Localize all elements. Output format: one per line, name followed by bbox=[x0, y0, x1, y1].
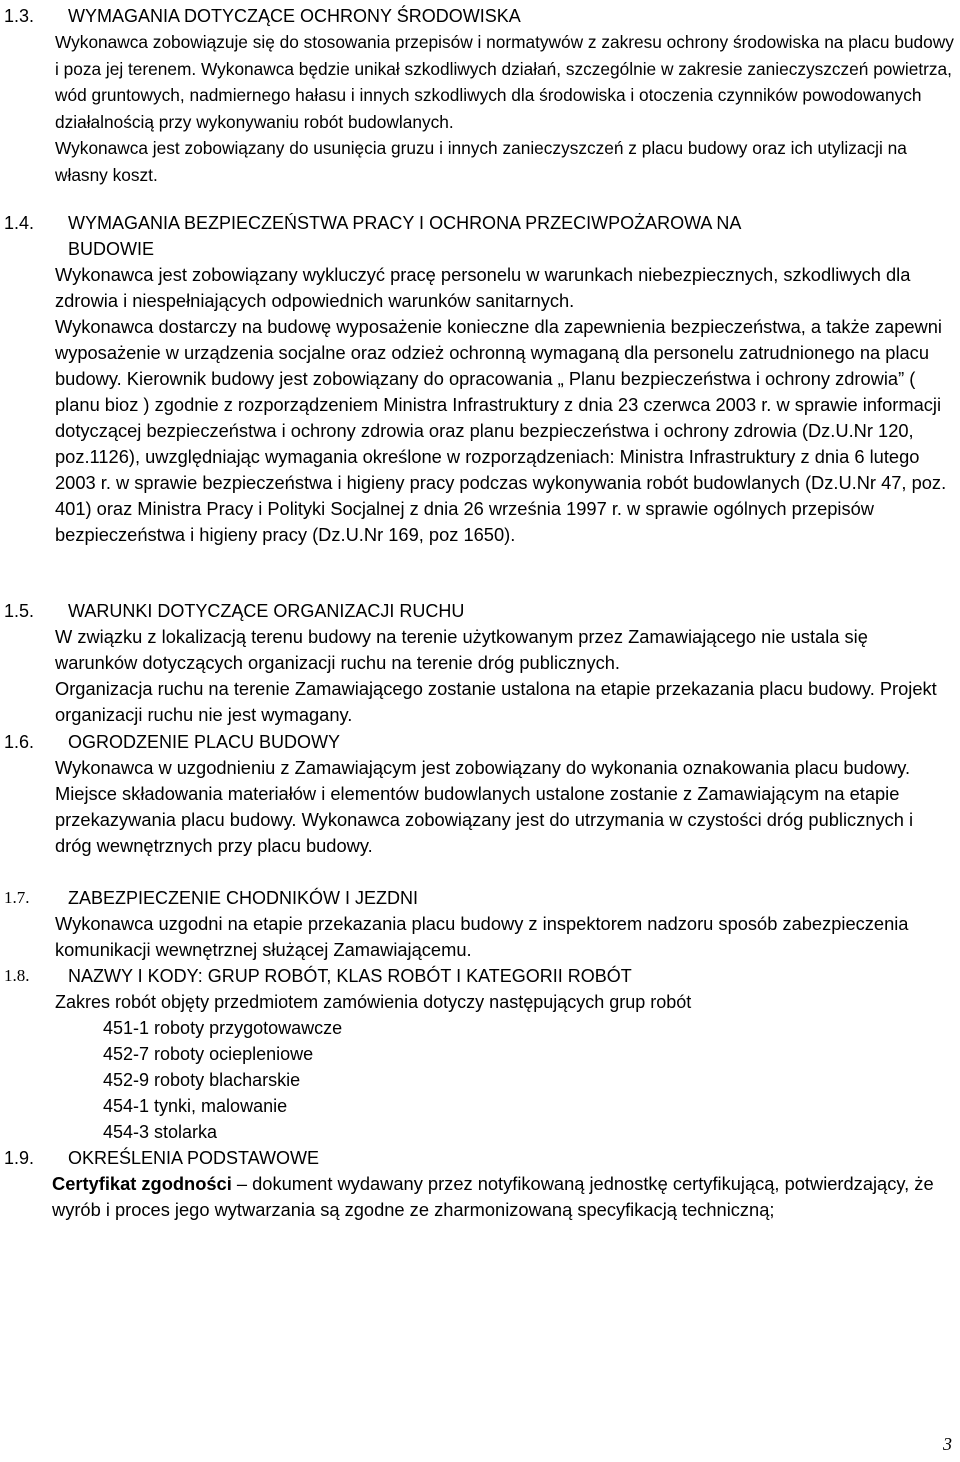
paragraph: Wykonawca zobowiązuje się do stosowania przepisów i normatywów z zakresu ochrony środowiska na placu budowy i poza jej terenem. Wykonawca będzie unikał szkodliwych działań, szczególnie w zakresie zanieczyszczeń powietrza, wód gruntowych, nadmiernego hałasu i innych szkodliwych dla środowiska i otoczenia czynników powodowanych działalnością przy wykonywaniu robót budowlanych. bbox=[55, 32, 954, 132]
section-title: OGRODZENIE PLACU BUDOWY bbox=[68, 732, 341, 752]
paragraph: Wykonawca jest zobowiązany wykluczyć pracę personelu w warunkach niebezpiecznych, szkodliwych dla zdrowia i niespełniających odpowiednich warunków sanitarnych. bbox=[55, 264, 911, 311]
list-item: 454-1 tynki, malowanie bbox=[103, 1096, 288, 1116]
list-item: 451-1 roboty przygotowawcze bbox=[103, 1018, 343, 1038]
section-1-3 bbox=[0, 3, 960, 188]
definition bbox=[52, 1171, 954, 1223]
work-group-list bbox=[0, 1015, 960, 1145]
section-1-9 bbox=[0, 1145, 960, 1223]
list-item: 452-9 roboty blacharskie bbox=[103, 1070, 301, 1090]
page-number: 3 bbox=[943, 1434, 952, 1454]
paragraph: Organizacja ruchu na terenie Zamawiającego zostanie ustalona na etapie przekazania placu budowy. Projekt organizacji ruchu nie jest wymagany. bbox=[55, 678, 937, 725]
section-body bbox=[0, 1171, 960, 1223]
definition-term: Certyfikat zgodności bbox=[52, 1173, 232, 1194]
section-heading bbox=[0, 3, 960, 29]
list-item: 452-7 roboty ociepleniowe bbox=[103, 1044, 314, 1064]
paragraph: Wykonawca dostarczy na budowę wyposażenie konieczne dla zapewnienia bezpieczeństwa, a także zapewni wyposażenie w urządzenia socjalne oraz odzież ochronną wymaganą dla personelu zatrudnionego na placu budowy. Kierownik budowy jest zobowiązany do opracowania „ Planu bezpieczeństwa i ochrony zdrowia” ( planu bioz ) zgodnie z rozporządzeniem Ministra Infrastruktury z dnia 23 czerwca 2003 r. w sprawie informacji dotyczącej bezpieczeństwa i ochrony zdrowia oraz planu bezpieczeństwa i ochrony zdrowia (Dz.U.Nr 120, poz.1126), uwzględniając wymagania określone w rozporządzeniach: Ministra Infrastruktury z dnia 6 lutego 2003 r. w sprawie bezpieczeństwa i higieny pracy podczas wykonywania robót budowlanych (Dz.U.Nr 47, poz. 401) oraz Ministra Pracy i Polityki Socjalnej z dnia 26 września 1997 r. w sprawie ogólnych przepisów bezpieczeństwa i higieny pracy (Dz.U.Nr 169, poz 1650). bbox=[55, 316, 947, 545]
section-title-line2: BUDOWIE bbox=[68, 239, 155, 259]
section-body bbox=[0, 911, 960, 963]
section-heading bbox=[0, 1145, 960, 1171]
section-heading bbox=[0, 210, 960, 236]
section-title: ZABEZPIECZENIE CHODNIKÓW I JEZDNI bbox=[68, 888, 419, 908]
section-heading bbox=[0, 963, 960, 989]
section-number: 1.3. bbox=[4, 6, 35, 26]
section-number: 1.5. bbox=[4, 601, 35, 621]
section-body bbox=[0, 755, 960, 859]
section-1-6 bbox=[0, 729, 960, 859]
section-1-8 bbox=[0, 963, 960, 1145]
definition-text: – dokument wydawany przez notyfikowaną jednostkę certyfikującą, potwierdzający, że wyrób i proces jego wytwarzania są zgodne ze zharmonizowaną specyfikacją techniczną; bbox=[52, 1173, 934, 1220]
paragraph: Wykonawca uzgodni na etapie przekazania placu budowy z inspektorem nadzoru sposób zabezpieczenia komunikacji wewnętrznej służącej Zamawiającemu. bbox=[55, 913, 909, 960]
section-number: 1.9. bbox=[4, 1148, 35, 1168]
section-body bbox=[0, 262, 960, 548]
section-heading bbox=[0, 729, 960, 755]
section-1-5 bbox=[0, 598, 960, 728]
list-item: 454-3 stolarka bbox=[103, 1122, 218, 1142]
section-1-7 bbox=[0, 885, 960, 963]
paragraph: Wykonawca w uzgodnieniu z Zamawiającym jest zobowiązany do wykonania oznakowania placu budowy. Miejsce składowania materiałów i elementów budowlanych ustalone zostanie z Zamawiającym na etapie przekazywania placu budowy. Wykonawca zobowiązany jest do utrzymania w czystości dróg publicznych i dróg wewnętrznych przy placu budowy. bbox=[55, 757, 914, 856]
section-body bbox=[0, 989, 960, 1015]
list-intro: Zakres robót objęty przedmiotem zamówienia dotyczy następujących grup robót bbox=[55, 992, 692, 1012]
section-heading bbox=[0, 598, 960, 624]
section-1-4 bbox=[0, 210, 960, 548]
section-title: OKREŚLENIA PODSTAWOWE bbox=[68, 1148, 320, 1168]
section-title: WARUNKI DOTYCZĄCE ORGANIZACJI RUCHU bbox=[68, 601, 465, 621]
paragraph: Wykonawca jest zobowiązany do usunięcia gruzu i innych zanieczyszczeń z placu budowy oraz ich utylizacji na własny koszt. bbox=[55, 138, 907, 185]
section-body bbox=[0, 624, 960, 728]
section-title: NAZWY I KODY: GRUP ROBÓT, KLAS ROBÓT I KATEGORII ROBÓT bbox=[68, 966, 632, 986]
section-number: 1.6. bbox=[4, 732, 35, 752]
section-number: 1.4. bbox=[4, 213, 35, 233]
section-title: WYMAGANIA BEZPIECZEŃSTWA PRACY I OCHRONA PRZECIWPOŻAROWA NA bbox=[68, 213, 742, 233]
section-heading bbox=[0, 885, 960, 911]
section-title: WYMAGANIA DOTYCZĄCE OCHRONY ŚRODOWISKA bbox=[68, 6, 521, 26]
section-number: 1.7. bbox=[4, 888, 30, 907]
paragraph: W związku z lokalizacją terenu budowy na terenie użytkowanym przez Zamawiającego nie ustala się warunków dotyczących organizacji ruchu na terenie dróg publicznych. bbox=[55, 626, 868, 673]
section-number: 1.8. bbox=[4, 966, 30, 985]
section-body bbox=[0, 29, 960, 188]
